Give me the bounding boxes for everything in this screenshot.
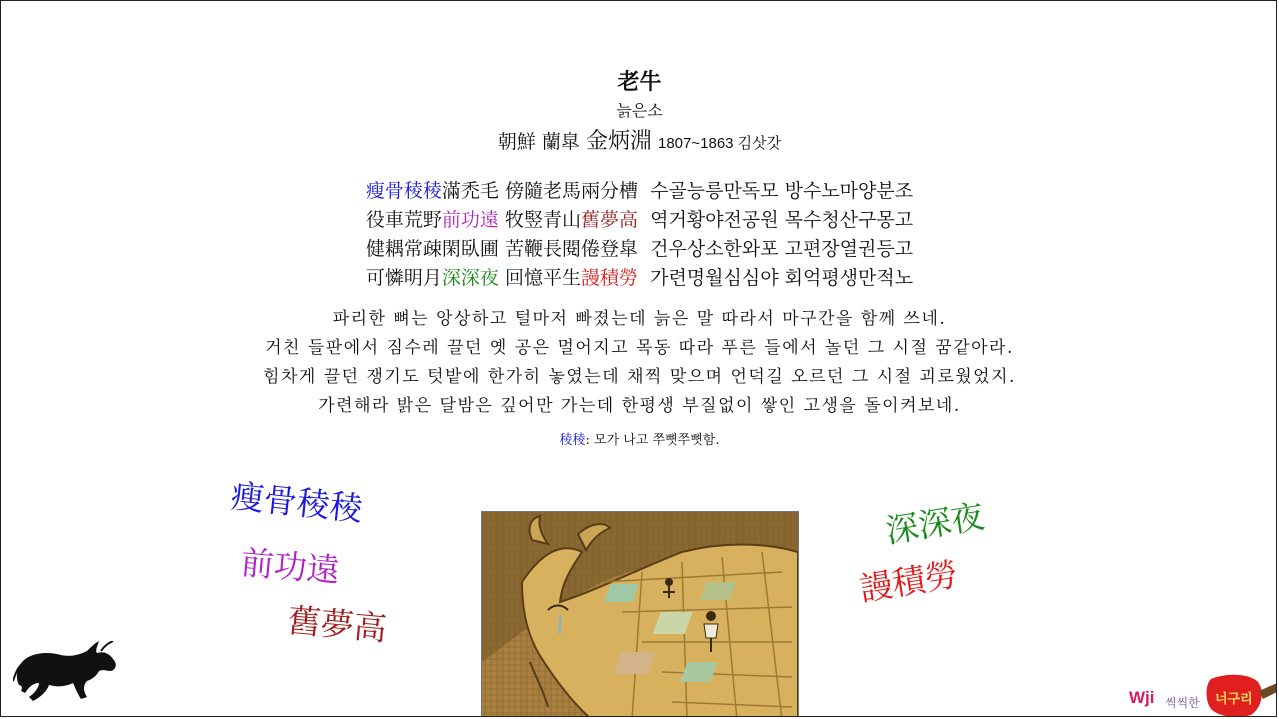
poem-reading: 역거황야전공원 목수청산구몽고 — [650, 209, 914, 231]
logo-name: 너구리 — [1215, 692, 1253, 707]
translation-line: 가련해라 밝은 달밤은 깊어만 가는데 한평생 부질없이 쌓인 고생을 돌이켜보네. — [318, 396, 961, 416]
poem-phrase: 謾積勞 — [580, 267, 638, 289]
poem-phrase: 深深夜 — [441, 267, 499, 289]
callout-phrase: 謾積勞 — [856, 554, 961, 609]
footnote-term: 稜稜 — [559, 433, 586, 448]
poem-reading: 수골능릉만독모 방수노마양분조 — [650, 180, 914, 202]
poem-line — [1, 264, 1277, 293]
callout-phrase: 瘦骨稜稜 — [229, 476, 365, 529]
author-years: 1807~1863 김삿갓 — [658, 135, 782, 152]
poem-title: 老牛 — [617, 69, 662, 95]
bull-silhouette-icon — [13, 641, 119, 707]
poem-phrase: 牧竪青山 — [504, 209, 581, 231]
poem-line — [1, 206, 1277, 235]
poem-phrase: 健耦常疎閑臥圃 — [365, 238, 499, 260]
poem-phrase: 舊夢高 — [580, 209, 638, 231]
footnote-text: : 모가 나고 쭈뼛쭈뼛함. — [585, 433, 720, 448]
translation-line: 거친 들판에서 짐수레 끌던 옛 공은 멀어지고 목동 따라 푸른 들에서 놀던 그 시절 꿈같아라. — [265, 338, 1014, 358]
translation-line: 힘차게 끌던 쟁기도 텃밭에 한가히 놓였는데 채찍 맞으며 언덕길 오르던 그 시절 괴로웠었지. — [263, 367, 1016, 387]
poem-subtitle: 늙은소 — [616, 101, 663, 120]
poem-author — [1, 124, 1277, 155]
poem-phrase: 苦鞭長閱倦登皐 — [504, 238, 638, 260]
callout-phrase: 前功遠 — [239, 542, 342, 591]
poem-phrase: 役車荒野 — [365, 209, 442, 231]
author-name: 金炳淵 — [585, 129, 652, 154]
callout-phrase: 深深夜 — [882, 496, 987, 551]
poem-body — [1, 177, 1277, 293]
blog-logo — [1129, 673, 1277, 717]
poem-phrase: 回憶平生 — [504, 267, 581, 289]
poem-line — [1, 235, 1277, 264]
footnote — [1, 429, 1277, 448]
poem-line — [1, 177, 1277, 206]
poem-phrase: 滿禿毛 — [441, 180, 499, 202]
poem-reading: 가련명월심심야 회억평생만적노 — [650, 267, 914, 289]
poem-phrase: 瘦骨稜稜 — [365, 180, 442, 202]
author-prefix: 朝鮮 蘭皐 — [497, 131, 580, 153]
poem-phrase: 前功遠 — [441, 209, 499, 231]
translation-line: 파리한 뼈는 앙상하고 털마저 빠졌는데 늙은 말 따라서 마구간을 함께 쓰네. — [332, 309, 947, 329]
translation — [1, 305, 1277, 421]
logo-brand-sub: 씩씩한 — [1165, 696, 1200, 710]
poem-phrase: 可憐明月 — [365, 267, 442, 289]
callout-phrase: 舊夢高 — [286, 600, 389, 649]
poem-phrase: 傍隨老馬兩分槽 — [504, 180, 638, 202]
old-ox-painting — [481, 511, 799, 717]
poem-reading: 건우상소한와포 고편장열권등고 — [650, 238, 914, 260]
logo-brand: Wji — [1129, 688, 1155, 707]
